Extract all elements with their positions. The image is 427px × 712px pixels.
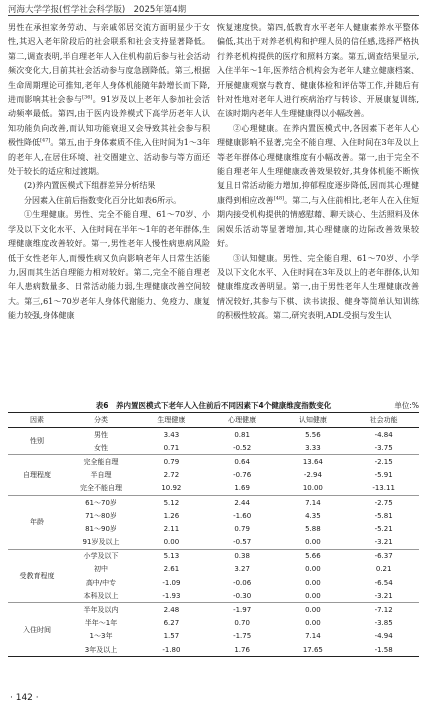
value-cell: -4.84 <box>374 430 393 439</box>
table-unit: 单位:% <box>394 401 419 410</box>
column-header: 生理健康 <box>157 416 186 424</box>
table-row <box>8 630 419 643</box>
factor-cell: 自理程度 <box>8 455 66 496</box>
value-cell: 0.38 <box>207 549 278 563</box>
value-cell: -13.11 <box>372 484 395 493</box>
category-cell: 71～80岁 <box>85 511 117 520</box>
value-cell: 0.79 <box>136 455 207 469</box>
value-cell: 3.43 <box>163 430 180 439</box>
table-row <box>8 589 419 603</box>
table-row <box>8 576 419 589</box>
value-cell: 0.00 <box>305 619 321 628</box>
category-cell: 91岁及以上 <box>82 538 120 547</box>
value-cell: 10.00 <box>302 484 323 493</box>
value-cell: -0.76 <box>233 471 252 480</box>
table-row <box>8 482 419 496</box>
table-row <box>8 455 419 469</box>
table-6 <box>8 398 419 657</box>
column-header: 认知健康 <box>298 416 327 424</box>
value-cell: 5.12 <box>136 495 207 509</box>
value-cell: 5.13 <box>136 549 207 563</box>
value-cell: -0.06 <box>233 578 252 587</box>
table-row <box>8 549 419 563</box>
value-cell: 7.14 <box>278 495 349 509</box>
citation: [48] <box>273 195 285 202</box>
value-cell: -3.75 <box>374 443 393 452</box>
value-cell: 0.71 <box>163 443 180 452</box>
paragraph: ①生理健康。男性、完全不能自理、61～70岁、小学及以下文化水平、入住时间在半年～1年的老年群体,生理健康维度改善较好。第一,男性老年人慢性病患病风险低于女性老年人,而慢性病又负向影响老年人日常生活能力,因而其生活自理能力相对较好。第二,完全不能自理老年人患病数量多、日常活动能力弱,生理健康改善空间较大。第三,61～70岁老年人身体代谢能力、免疫力、康复能力较强,身体健康 <box>8 210 210 321</box>
value-cell: -1.93 <box>162 591 181 600</box>
category-cell: 半自理 <box>90 471 112 480</box>
value-cell: -2.75 <box>348 495 419 509</box>
value-cell: 4.35 <box>305 511 321 520</box>
table-row <box>8 643 419 657</box>
table-title: 表6 养内置医模式下老年人入住前后不同因素下4个健康维度指数变化 <box>95 401 332 410</box>
value-cell: -6.37 <box>348 549 419 563</box>
table-row <box>8 469 419 482</box>
value-cell: 17.65 <box>302 645 323 654</box>
column-header: 社会功能 <box>369 416 398 424</box>
value-cell: -6.54 <box>374 578 393 587</box>
value-cell: 5.88 <box>305 524 321 533</box>
citation: [47] <box>40 137 51 144</box>
value-cell: -5.21 <box>374 524 393 533</box>
journal-header: 河海大学学报(哲学社会科学版) 2025年第4期 <box>8 5 187 15</box>
value-cell: -5.81 <box>374 511 393 520</box>
value-cell: -3.21 <box>374 591 393 600</box>
value-cell: 0.00 <box>305 565 321 574</box>
value-cell: -0.52 <box>233 443 252 452</box>
left-text-column <box>8 21 210 324</box>
value-cell: -5.91 <box>374 471 393 480</box>
table-body <box>8 428 419 657</box>
value-cell: 0.00 <box>305 578 321 587</box>
value-cell: -1.58 <box>374 645 393 654</box>
value-cell: -2.94 <box>303 471 322 480</box>
value-cell: 10.92 <box>161 484 182 493</box>
value-cell: 1.69 <box>234 484 250 493</box>
value-cell: 5.66 <box>278 549 349 563</box>
table-row <box>8 522 419 535</box>
header-rule <box>8 15 419 16</box>
value-cell: -0.30 <box>233 591 252 600</box>
paragraph-text: 。91岁及以上老年人参加社会活动频率最低。第四,由于医内设养模式下高学历老年人认知功能负向改善,而认知功能衰退又会导致其社会参与积极性降低 <box>8 95 210 148</box>
table-row <box>8 603 419 617</box>
table-row <box>8 441 419 455</box>
value-cell: 2.44 <box>207 495 278 509</box>
table-caption <box>8 398 419 412</box>
category-cell: 初中 <box>94 565 108 574</box>
paragraph <box>217 122 419 252</box>
value-cell: 2.72 <box>163 471 180 480</box>
value-cell: 1.57 <box>163 632 180 641</box>
table-row <box>8 509 419 522</box>
value-cell: -4.94 <box>374 632 393 641</box>
category-cell: 半年及以内 <box>66 603 136 617</box>
column-header: 心理健康 <box>228 416 257 424</box>
value-cell: 0.00 <box>163 538 180 547</box>
paragraph <box>8 21 210 179</box>
right-text-column <box>217 21 419 324</box>
category-cell: 81～90岁 <box>85 524 117 533</box>
category-cell: 小学及以下 <box>66 549 136 563</box>
category-cell: 男性 <box>94 430 108 439</box>
column-header: 因素 <box>30 416 44 424</box>
value-cell: 3.27 <box>234 565 250 574</box>
value-cell: 5.56 <box>305 430 321 439</box>
table-row <box>8 495 419 509</box>
factor-cell: 年龄 <box>8 495 66 549</box>
data-table <box>8 412 419 657</box>
value-cell: 0.70 <box>234 619 250 628</box>
category-cell: 3年及以上 <box>84 645 118 654</box>
value-cell: -3.85 <box>374 619 393 628</box>
paragraph-text: 男性在承担家务劳动、与亲戚邻居交流方面明显少于女性,其迟入老年阶段后的社会联系和社会支持显著降低。第二,调查表明,半自理老年人入住机构前后参与社会活动频次变化大,目前其社会活动参与度急剧降低。第三,根据生命周期理论可推知,老年人身体机能随年龄增长而下降,进而影响其社会参与 <box>8 23 210 105</box>
value-cell: -1.60 <box>233 511 252 520</box>
value-cell: -1.80 <box>162 645 181 654</box>
page-number: · 142 · <box>10 693 39 703</box>
value-cell: -0.57 <box>233 538 252 547</box>
value-cell: 1.76 <box>234 645 250 654</box>
factor-cell: 入住时间 <box>8 603 66 657</box>
factor-cell: 性别 <box>30 437 44 446</box>
value-cell: -1.75 <box>233 632 252 641</box>
category-cell: 本科及以上 <box>83 591 119 600</box>
value-cell: 0.21 <box>375 565 392 574</box>
category-cell: 女性 <box>94 443 108 452</box>
paragraph-text: 。第二,与入住前相比,老年人在入住短期内接受机构提供的情感慰藉、聊天谈心、生活照料及休闲娱乐活动等显著增加,其心理健康的边际改善效果较好。 <box>217 195 420 249</box>
table-row <box>8 536 419 550</box>
paragraph: 恢复速度快。第四,低教育水平老年人健康素养水平整体偏低,其出于对养老机构和护理人员的信任感,选择严格执行养老机构提供的医疗和照料方案。第五,调查结果显示,入住半年～1年,医养结合机构会为老年人建立健康档案、开展健康观察与教育、健康体检和评估等工作,并随后有针对性地对老年人进行疾病治疗与转诊、开展康复训练,在该时期内老年人生理健康得以小幅改善。 <box>217 23 419 119</box>
value-cell: 7.14 <box>305 632 321 641</box>
category-cell: 高中/中专 <box>85 578 117 587</box>
table-row <box>8 428 419 442</box>
factor-cell: 受教育程度 <box>8 549 66 603</box>
value-cell: 2.11 <box>163 524 180 533</box>
category-cell: 完全能自理 <box>66 455 136 469</box>
table-row <box>8 617 419 630</box>
value-cell: 0.00 <box>305 591 321 600</box>
value-cell: 0.00 <box>278 603 349 617</box>
value-cell: 13.64 <box>278 455 349 469</box>
category-cell: 完全不能自理 <box>80 484 122 493</box>
value-cell: -7.12 <box>348 603 419 617</box>
section-heading: (2)养内置医模式下组群差异分析结果 <box>24 181 156 191</box>
value-cell: 2.48 <box>136 603 207 617</box>
citation: [36] <box>82 94 93 101</box>
value-cell: 0.64 <box>207 455 278 469</box>
category-cell: 61～70岁 <box>66 495 136 509</box>
value-cell: -2.15 <box>348 455 419 469</box>
value-cell: 0.79 <box>234 524 250 533</box>
value-cell: 0.00 <box>305 538 321 547</box>
value-cell: -3.21 <box>374 538 393 547</box>
table-row <box>8 563 419 576</box>
paragraph-text: ②心理健康。在养内置医模式中,各因素下老年人心理健康影响不显著,完全不能自理、入住时间在3年及以上等老年群体心理健康维度有小幅改善。第一,由于完全不能自理老年人生理健康改善效果较好,其身体机能不断恢复且日常活动能力增加,抑郁程度逐步降低,因而其心理健康得到相应改善 <box>217 123 419 205</box>
value-cell: 6.27 <box>163 619 180 628</box>
column-header: 分类 <box>94 416 108 424</box>
category-cell: 1～3年 <box>89 632 113 641</box>
value-cell: -1.09 <box>162 578 181 587</box>
value-cell: 1.26 <box>163 511 180 520</box>
value-cell: 0.81 <box>234 430 250 439</box>
paragraph: 分因素入住前后指数变化百分比如表6所示。 <box>24 195 182 205</box>
value-cell: 3.33 <box>305 443 321 452</box>
value-cell: -1.97 <box>207 603 278 617</box>
paragraph: ③认知健康。男性、完全能自理、61～70岁、小学及以下文化水平、入住时间在3年及以上的老年群体,认知健康维度改善明显。第一,由于男性老年人生理健康改善情况较好,其参与下棋、读书读报、健身等简单认知训练的积极性较高。第二,研究表明,ADL受损与发生认 <box>217 253 419 321</box>
value-cell: 2.61 <box>163 565 180 574</box>
table-header-row <box>8 413 419 428</box>
paragraph-text: 。第五,由于身体素质不佳,入住时间为1～3年的老年人,在居住环境、社交圈建立、活动参与等方面还处于较长的适应和过渡期。 <box>8 138 211 177</box>
category-cell: 半年～1年 <box>84 619 118 628</box>
